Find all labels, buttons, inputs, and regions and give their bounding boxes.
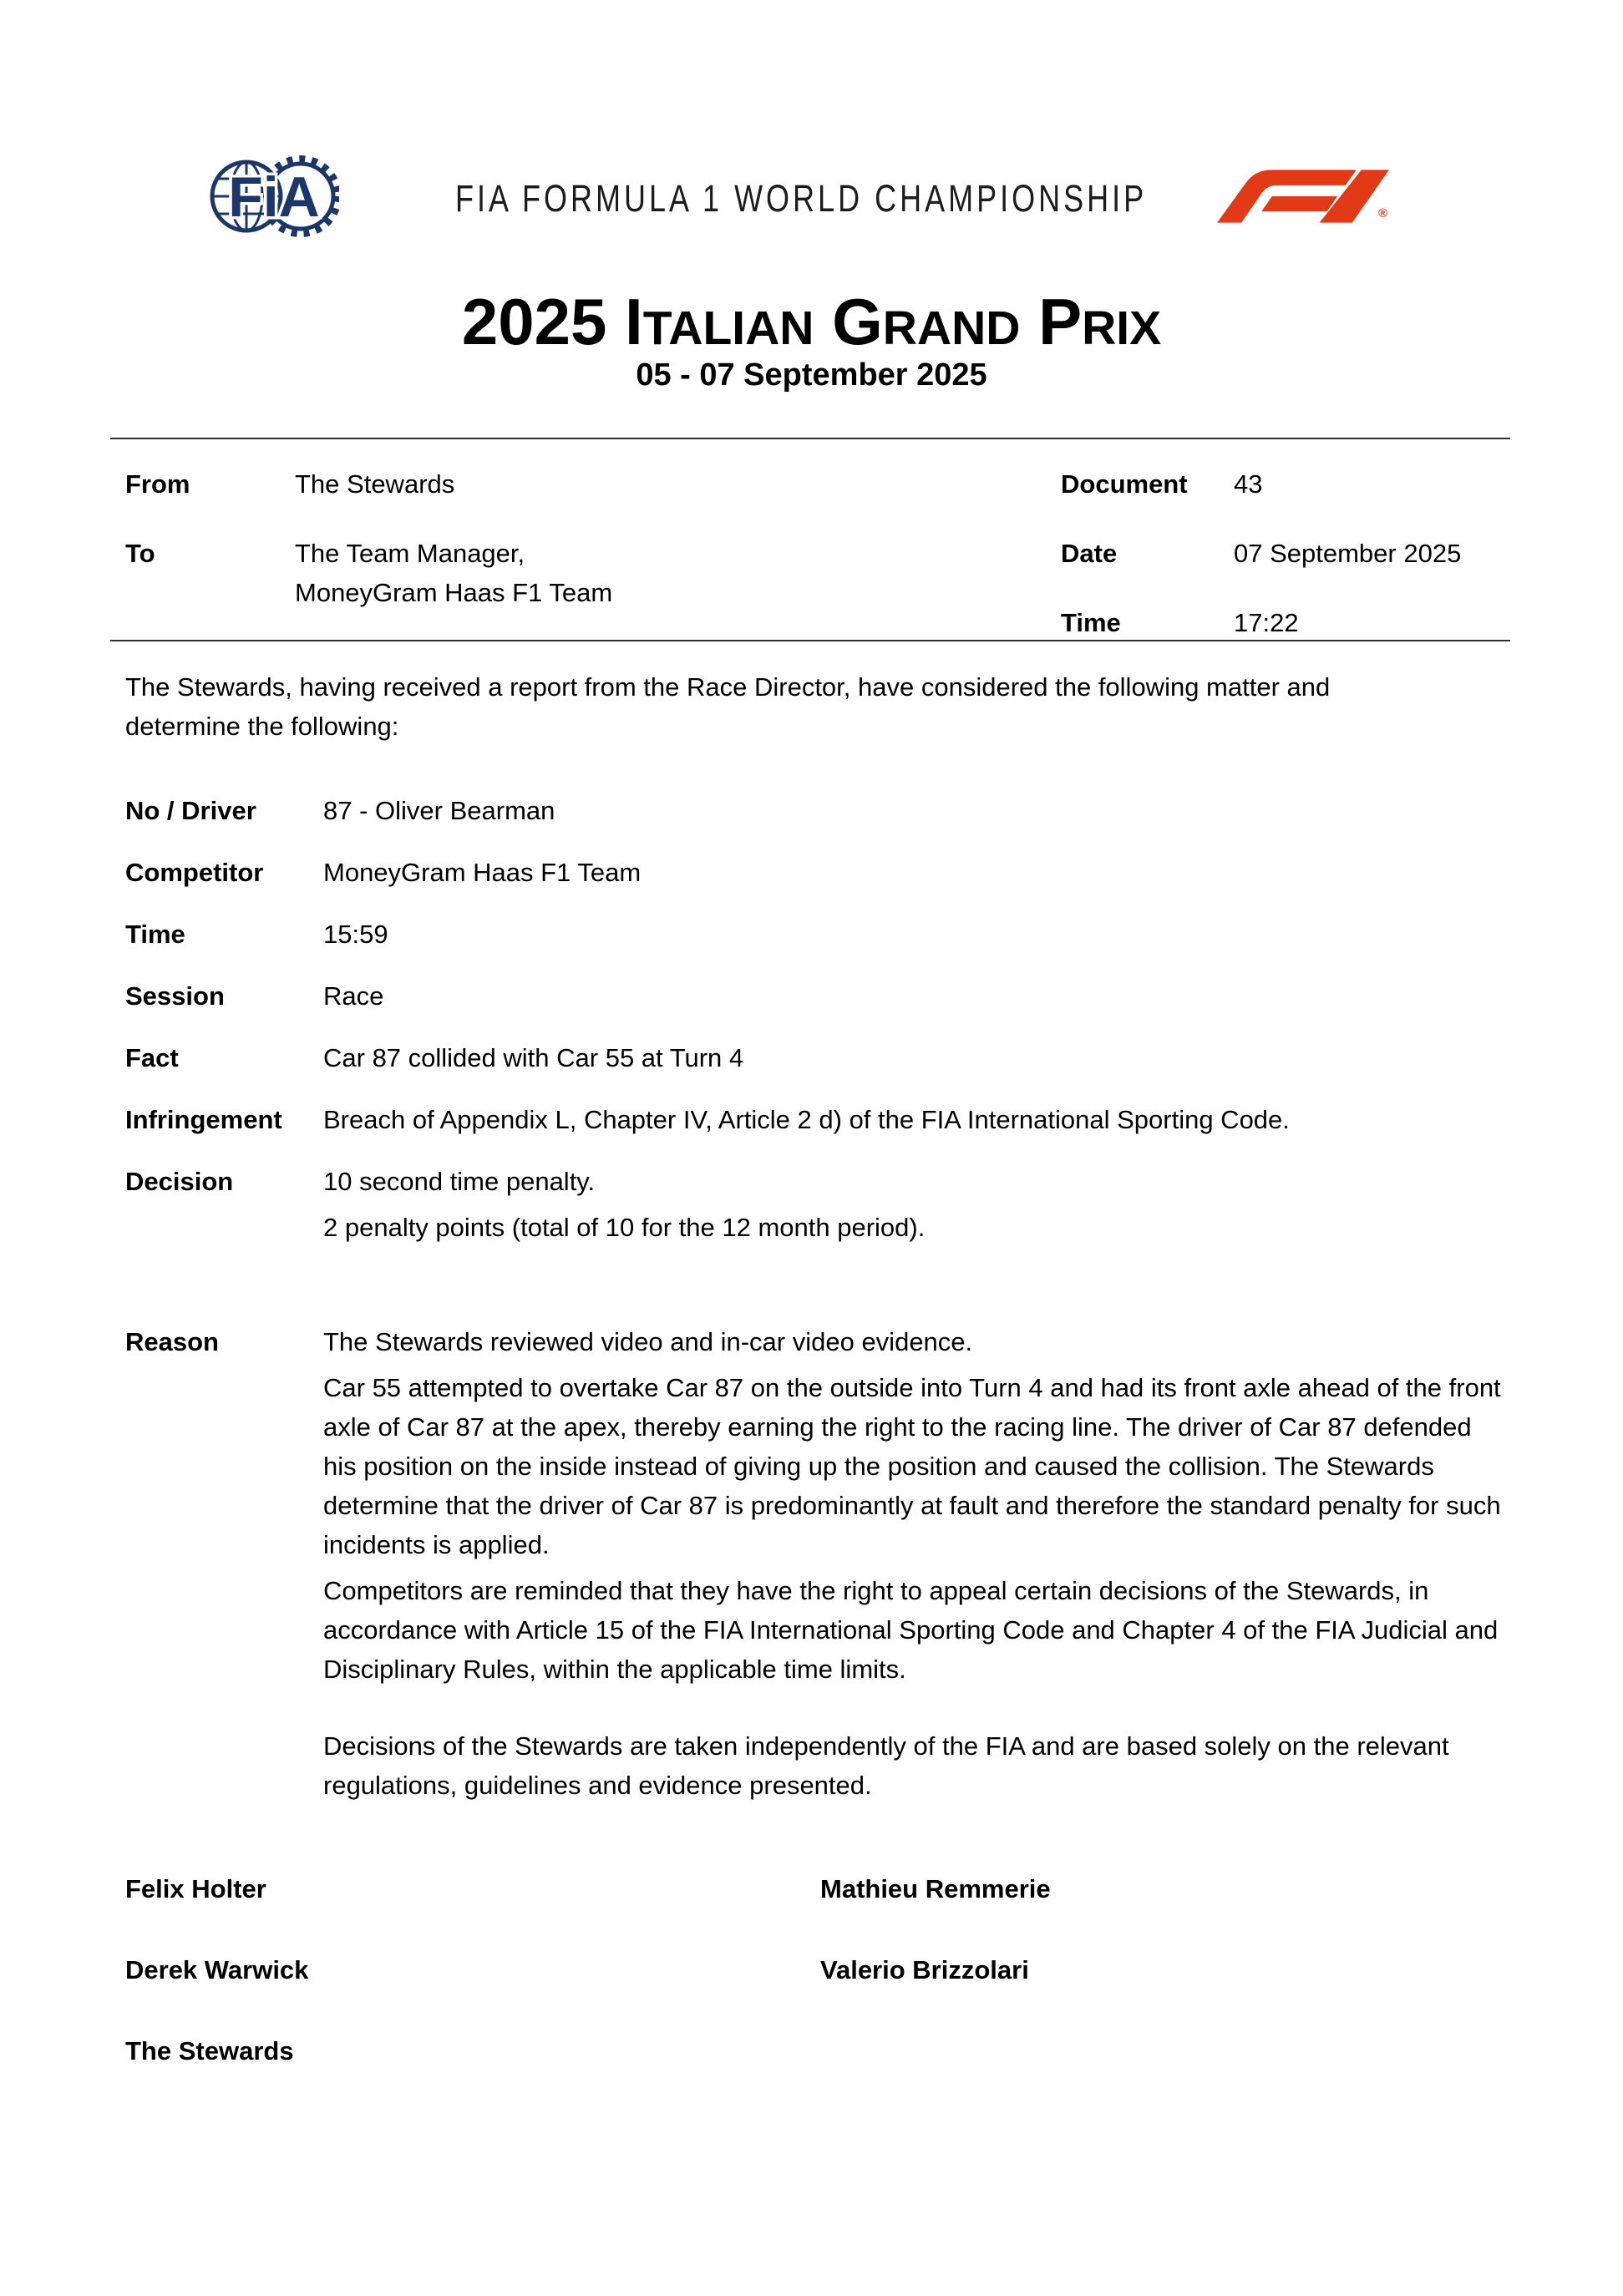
fia-emblem-text: FiA [228, 165, 320, 229]
registered-trademark-icon: ® [1378, 206, 1388, 220]
field-label-reason: Reason [125, 1327, 219, 1356]
time-value: 17:22 [1234, 608, 1299, 637]
steward-signature-2: Mathieu Remmerie [820, 1874, 1051, 1903]
reason-paragraph: Competitors are reminded that they have the right to appeal certain decisions of the Stewards, in accordance with Article 15 of the FIA International Sporting Code and Chapter 4 of the FIA Judicial and Disciplinary Rules, within the applicable time limits. [323, 1576, 1499, 1684]
decision-paragraph: 10 second time penalty. [323, 1167, 596, 1196]
field-value-decision [323, 1162, 1510, 1247]
event-dates: 05 - 07 September 2025 [636, 357, 987, 393]
steward-signature-4: Valerio Brizzolari [820, 1955, 1029, 1984]
field-label-time: Time [125, 920, 185, 949]
title-segment: TALIAN [642, 302, 814, 355]
title-segment: P [1020, 285, 1083, 358]
title-segment: RIX [1082, 302, 1162, 355]
reason-paragraph: The Stewards reviewed video and in-car video evidence. [323, 1327, 973, 1356]
field-label-session: Session [125, 981, 225, 1011]
field-value-no-driver: 87 - Oliver Bearman [323, 796, 555, 825]
title-segment: G [814, 285, 883, 358]
field-value-session: Race [323, 981, 384, 1011]
from-value: The Stewards [295, 469, 455, 499]
title-segment: 2025 I [461, 285, 643, 358]
field-label-no-driver: No / Driver [125, 796, 256, 825]
field-value-fact: Car 87 collided with Car 55 at Turn 4 [323, 1043, 744, 1072]
steward-signature-1: Felix Holter [125, 1874, 266, 1903]
f1-logo [1217, 170, 1389, 223]
date-label: Date [1061, 539, 1118, 568]
to-value-line1: The Team Manager, [295, 539, 525, 568]
title-segment: RAND [882, 302, 1021, 355]
time-label: Time [1061, 608, 1121, 637]
reason-paragraph: Car 55 attempted to overtake Car 87 on the outside into Turn 4 and had its front axle ahead of the front axle of Car 87 at the apex, thereby earning the right to the racing line. The driver of Car 87 defended his position on the inside instead of giving up the position and caused the collision. The Stewards determine that the driver of Car 87 is predominantly at fault and therefore the standard penalty for such incidents is applied. [323, 1373, 1501, 1559]
to-value-line2: MoneyGram Haas F1 Team [295, 578, 613, 607]
field-value-infringement: Breach of Appendix L, Chapter IV, Article 2 d) of the FIA International Sporting Code. [323, 1105, 1290, 1134]
decision-paragraph: 2 penalty points (total of 10 for the 12 month period). [323, 1213, 926, 1242]
page-title [0, 285, 1623, 358]
field-label-competitor: Competitor [125, 858, 264, 887]
field-value-time: 15:59 [323, 920, 388, 949]
signature-closing: The Stewards [125, 2036, 294, 2065]
document-label: Document [1061, 469, 1188, 499]
intro-paragraph: The Stewards, having received a report from the Race Director, have considered the following matter and determine the following: [125, 672, 1331, 741]
f1-letter-f-crossbar [1261, 196, 1337, 211]
from-label: From [125, 469, 190, 499]
field-label-fact: Fact [125, 1043, 179, 1072]
divider-top [110, 438, 1510, 439]
to-label: To [125, 539, 155, 568]
fia-logo-graphic [209, 149, 339, 244]
championship-letterhead: FIA FORMULA 1 WORLD CHAMPIONSHIP [455, 177, 1148, 220]
f1-logo-graphic [1217, 170, 1389, 223]
to-value [295, 534, 612, 612]
date-value: 07 September 2025 [1234, 539, 1462, 568]
steward-signature-3: Derek Warwick [125, 1955, 309, 1984]
document-value: 43 [1234, 469, 1263, 499]
field-label-infringement: Infringement [125, 1105, 282, 1134]
reason-paragraph: Decisions of the Stewards are taken independently of the FIA and are based solely on the relevant regulations, guidelines and evidence presented. [323, 1731, 1449, 1800]
fia-logo [209, 149, 339, 244]
field-label-decision: Decision [125, 1167, 234, 1196]
field-value-reason [323, 1322, 1510, 1805]
divider-bottom [110, 640, 1510, 641]
field-value-competitor: MoneyGram Haas F1 Team [323, 858, 642, 887]
